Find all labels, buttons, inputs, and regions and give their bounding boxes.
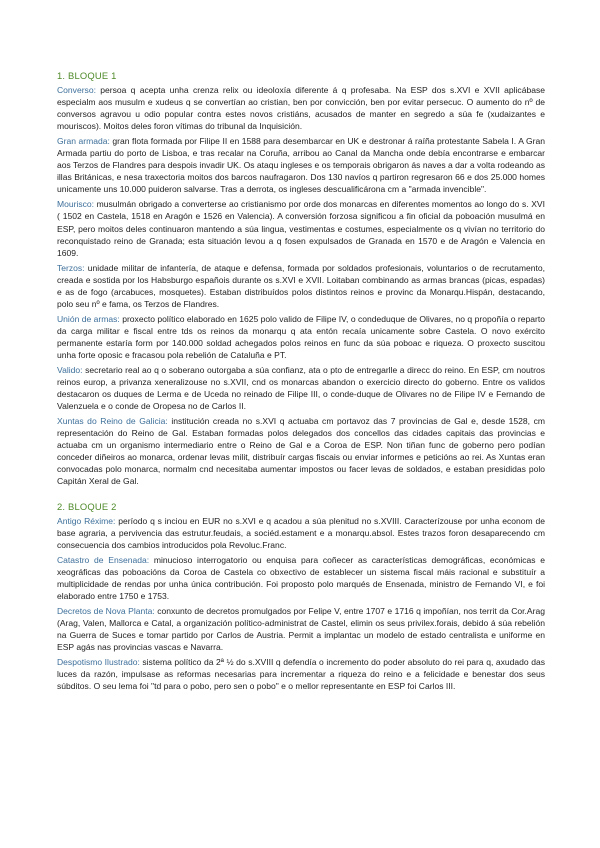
section-title: 2. BLOQUE 2 — [57, 500, 117, 512]
entry-gran-armada — [57, 135, 545, 195]
entry-text: período q s inciou en EUR no s.XVI e q acadou a súa plenitud no s.XVIII. Caracterízouse por unha econom de base agraria, a pervivencia das estrutur.feudais, a sociéd.estament e a monarqu.absol. Estes trazos foron desaparecendo cm consecuencia dos cambios introducidos pola Revoluc.Franc. — [57, 515, 545, 550]
entry-text: institución creada no s.XVI q actuaba cm portavoz das 7 provincias de Gal e, desde 1528, cm representación do Reino de Gal. Estaban formadas polos delegados dos concellos das cidades capitais das provincias e actuaba cm un organismo intermediario entre o Reino de Gal e a Coroa de ESP. Non tiñan func de goberno pero podían conceder diñeiros ao monarca, ordenar levas milit, distribuír cargas fiscais ou enviar informes e peticións ao rei. As Xuntas eran convocadas polo monarca, normalm cnd necesitaba aumentar impostos ou facer levas de soldados, e estaban presididas polo Capitán Xeral de Gal. — [57, 416, 546, 487]
entry-decretos-nova-planta — [57, 605, 545, 653]
entry-term: Antigo Réxime: — [57, 515, 116, 526]
entry-despotismo-ilustrado — [57, 656, 545, 692]
entry-term: Mourisco: — [57, 199, 95, 210]
entry-term: Gran armada: — [57, 136, 110, 147]
section-bloque-1 — [57, 70, 545, 488]
entry-text: secretario real ao q o soberano outorgaba a súa confianz, ata o pto de entregarlle a direcc do reino. En ESP, cm noutros reinos europ, a privanza xeneralizouse no s.XVII, cnd os monarcas abandon o exercicio directo do goberno. Entre os validos destacaron os duques de Lerma e de Uceda no reinado de Filipe III, o conde-duque de Olivares no de Filipe IV e Fernando de Valenzuela e o conde de Oropesa no de Carlos II. — [57, 365, 545, 412]
entry-union-de-armas — [57, 313, 545, 361]
entry-xuntas — [57, 415, 545, 487]
entry-antigo-rexime — [57, 515, 545, 551]
entry-term: Despotismo Ilustrado: — [57, 657, 140, 668]
entry-text: proxecto político elaborado en 1625 polo valido de Filipe IV, o condeduque de Olivares, no q propoñía o reparto da carga militar e fiscal entre tds os reinos da monarqu q ata entón recaía unicamente sobre Castela. O novo exército permanente estaría form por 140.000 soldad achegados polos reinos en func da súa poboac e riqueza. O proxecto suscitou unha forte oposic e fracasou pola rebelión de Cataluña e PT. — [57, 313, 545, 360]
section-title: 1. BLOQUE 1 — [57, 70, 117, 81]
entry-text: conxunto de decretos promulgados por Felipe V, entre 1707 e 1716 q impoñían, nos territ da Cor.Arag (Arag, Valen, Mallorca e Catal, a organización político-administrat de Castel, elimin os seus privilex.forais, debido á súa rebelión na Guerra de Suces e tomar partido por Carlos de Austria. Permit a implantac un modelo de estado centralista e uniforme en ESP agás nas provincias vascas e Navarra. — [57, 605, 545, 652]
entry-term: Terzos: — [57, 262, 85, 273]
entry-term: Converso: — [57, 85, 96, 95]
entry-converso — [57, 84, 545, 132]
entry-text: sistema político da 2ª ½ do s.XVIII q defendía o incremento do poder absoluto do rei para q, axudado das luces da razón, impulsase as reformas necesarias para incrementar a riqueza do reino e a felicidade e benestar dos seus súbditos. O seu lema foi "td para o pobo, pero sen o pobo" e o mellor representante en ESP foi Carlos III. — [57, 657, 545, 692]
entry-text: gran flota formada por Filipe II en 1588 para desembarcar en UK e destronar á raíña protestante Sabela I. A Gran Armada partiu do porto de Lisboa, e tras recalar na Coruña, arribou ao Canal da Mancha onde debía encontrarse e embarcar aos Terzos de Flandres para despois invadir UK. Os ataqu ingleses e os temporais obrigaron ás naves a dar a volta rodeando as illas Británicas, e nesa traxectoria moitos dos barcos naufragaron. Dos 130 navíos q partiron regresaron 66 e dos 25.000 homes unicamente uns 10.000 puideron salvarse. Tras a derrota, os ingleses descualificárona cm a "armada invencible". — [57, 136, 545, 195]
entry-catastro-ensenada — [57, 554, 545, 602]
section-bloque-2 — [57, 501, 545, 693]
entry-term: Valido: — [57, 365, 83, 376]
entry-terzos — [57, 262, 545, 310]
entry-mourisco — [57, 198, 545, 258]
entry-valido — [57, 364, 545, 412]
entry-term: Catastro de Ensenada: — [57, 554, 150, 565]
entry-text: persoa q acepta unha crenza relix ou ideoloxía diferente á q profesaba. Na ESP dos s.XVI e XVII aplicábase especialm aos musulm e xudeus q se convertían ao cristian, ben por convicción, ben por evitar persecuc. O aumento do nº de conversos agravou u odio popular contra estes novos cristiáns, acusados de manter en segredo a súa fe (xudaizantes e mouriscos). Moitos deles foron vítimas do tribunal da Inquisición. — [57, 85, 545, 132]
entry-term: Unión de armas: — [57, 313, 120, 324]
entry-text: minucioso interrogatorio ou enquisa para coñecer as características demográficas, económicas e xeográficas das poboacións da Coroa de Castela co obxectivo de establecer un sistema fiscal máis racional e substituír a multiplicidade de rendas por unha única contribución. Foi proposto polo marqués de Ensenada, ministro de Fernando VI, e foi elaborado entre 1750 e 1753. — [57, 554, 545, 601]
entry-text: musulmán obrigado a converterse ao cristianismo por orde dos monarcas en diferentes momentos ao longo do s. XVI ( 1502 en Castela, 1518 en Aragón e 1526 en Valencia). A conversión forzosa significou a fin oficial da poboación musulmá en ESP, pero moitos deles continuaron mantendo a súa lingua, vestimentas e costumes, especialmente os q vivían no territorio do reconquistado reino de Granada; esta situación levou a q fosen expulsados de Granada en 1570 e de Aragón e Valencia en 1609. — [57, 199, 545, 258]
entry-term: Xuntas do Reino de Galicia: — [57, 416, 168, 427]
entry-text: unidade militar de infantería, de ataque e defensa, formada por soldados profesionais, voluntarios o de recrutamento, creada e sostida por los Habsburgo españois durante os s.XVI e XVII. Loitaban combinando as armas brancas (picas, espadas) e as de fogo (arcabuces, mosquetes). Estaban distribuídos polos distintos reinos e provinc da Monarqu.Hispán, destacando, polo seu nº e fama, os Terzos de Flandres. — [57, 262, 545, 309]
entry-term: Decretos de Nova Planta: — [57, 605, 155, 616]
